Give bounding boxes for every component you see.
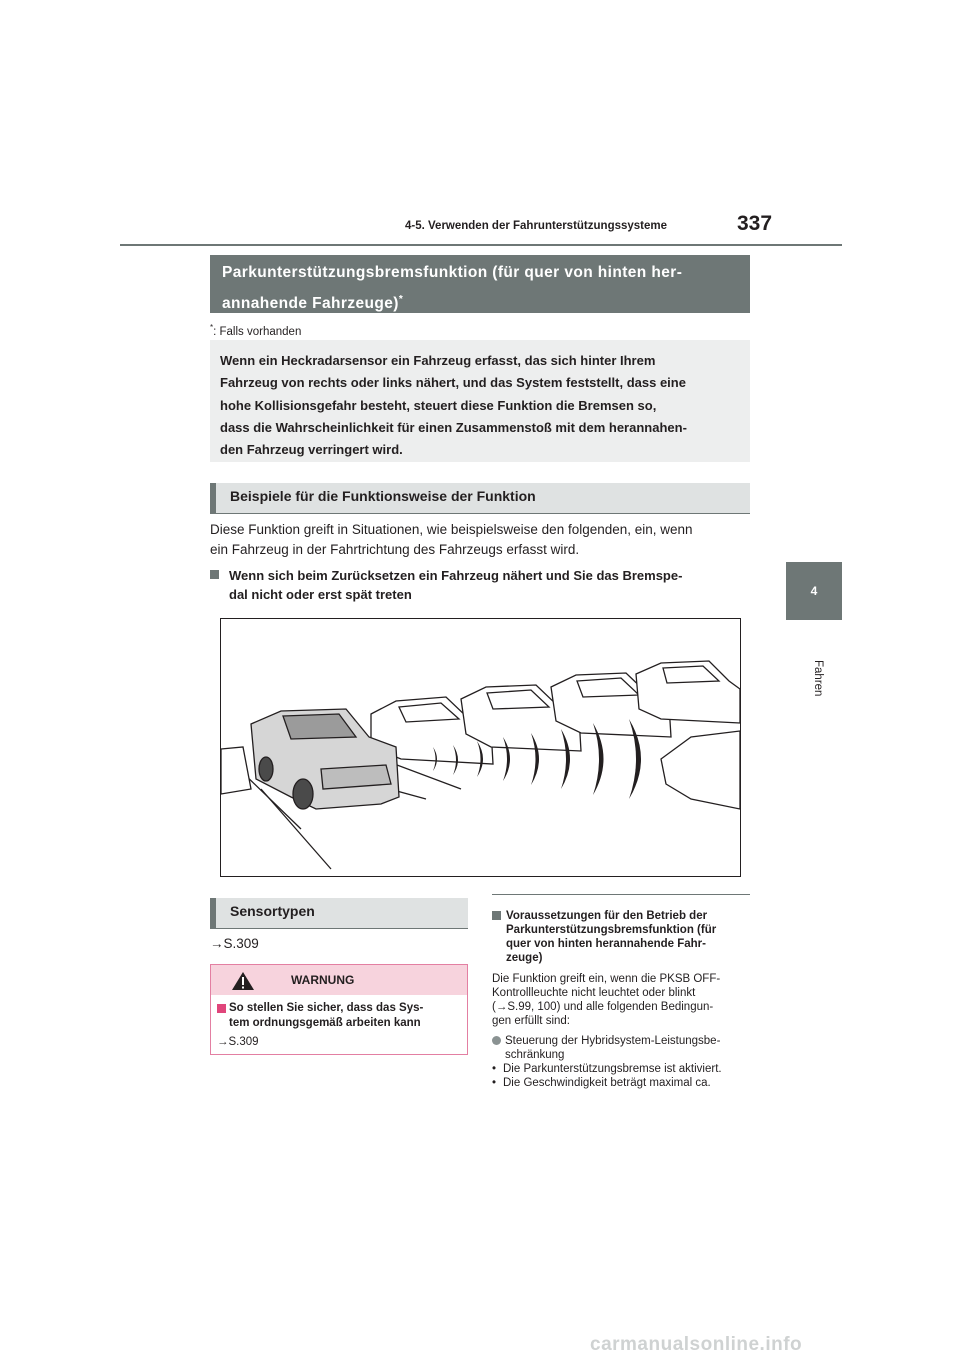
page-title (210, 255, 750, 313)
condition-line-1: Wenn sich beim Zurücksetzen ein Fahrzeug nähert und Sie das Bremspe- (229, 568, 683, 583)
warning-triangle-icon (231, 971, 255, 991)
body-line: Die Funktion greift ein, wenn die PKSB OFF- (492, 973, 721, 985)
warning-reference[interactable]: →S.309 (217, 1036, 259, 1048)
page-number: 337 (737, 212, 773, 235)
square-bullet-icon (217, 1004, 226, 1013)
condition-heading (210, 566, 740, 604)
running-header: 4-5. Verwenden der Fahrunterstützungssysteme (405, 220, 668, 232)
bullet-line: schränkung (505, 1049, 565, 1061)
circle-bullet-icon (492, 1036, 501, 1045)
square-bullet-icon (210, 570, 219, 579)
footnote-text: : Falls vorhanden (213, 325, 302, 338)
page-reference[interactable]: →S.309 (210, 936, 259, 951)
dash-item (492, 1076, 754, 1090)
heading-line: Parkunterstützungsbremsfunktion (für (506, 924, 717, 936)
chapter-tab: 4 (786, 562, 842, 620)
body-line: gen erfüllt sind: (492, 1015, 570, 1027)
bullet-item (492, 1034, 754, 1062)
parked-car-left (221, 747, 251, 794)
watermark: carmanualsonline.info (590, 1334, 803, 1355)
intro-summary-box (210, 340, 750, 462)
warning-label: WARNUNG (291, 973, 355, 987)
illustration-figure (220, 618, 741, 877)
footnote (210, 323, 301, 338)
intro-line: den Fahrzeug verringert wird. (220, 442, 403, 458)
examples-body (210, 520, 755, 560)
bullet-line: Steuerung der Hybridsystem-Leistungsbe- (505, 1035, 721, 1047)
chapter-label: Fahren (812, 660, 824, 697)
dash-item-text: Die Parkunterstützungsbremse ist aktiviert. (503, 1063, 722, 1075)
warning-header (211, 965, 467, 995)
body-line: Diese Funktion greift in Situationen, wie beispielsweise den folgenden, ein, wenn (210, 522, 693, 537)
footnote-marker: * (210, 323, 214, 332)
condition-line-2: dal nicht oder erst spät treten (229, 587, 412, 602)
body-line: ein Fahrzeug in der Fahrtrichtung des Fahrzeugs erfasst wird. (210, 542, 580, 557)
header-divider (120, 244, 842, 246)
dash-item-text: Die Geschwindigkeit beträgt maximal ca. (503, 1077, 711, 1089)
dot-bullet-icon: • (492, 1063, 497, 1075)
warning-item (217, 1001, 457, 1031)
warning-item-line: So stellen Sie sicher, dass das Sys- (229, 1002, 424, 1014)
title-line-2 (222, 286, 750, 317)
intro-line: dass die Wahrscheinlichkeit für einen Zusammenstoß mit dem herannahen- (220, 419, 687, 435)
square-bullet-icon (492, 911, 501, 920)
approaching-car (661, 731, 740, 809)
parking-lot-illustration (221, 619, 740, 875)
warning-box (210, 964, 468, 1055)
dot-bullet-icon: • (492, 1077, 497, 1089)
prerequisites-body (492, 972, 754, 1028)
title-footnote-marker: * (398, 294, 404, 305)
prerequisites-column (492, 894, 754, 1090)
title-line-1: Parkunterstützungsbremsfunktion (für quer von hinten her- (222, 264, 683, 281)
heading-line: Voraussetzungen für den Betrieb der (506, 910, 708, 922)
intro-line: Wenn ein Heckradarsensor ein Fahrzeug erfasst, das sich hinter Ihrem (220, 353, 656, 368)
section-heading-sensor-types: Sensortypen (210, 898, 468, 929)
body-line: Kontrollleuchte nicht leuchtet oder blinkt (492, 987, 696, 999)
body-line: (→S.99, 100) und alle folgenden Bedingun- (492, 1001, 714, 1013)
warning-item-line: tem ordnungsgemäß arbeiten kann (229, 1017, 421, 1029)
dash-item (492, 1062, 754, 1076)
section-heading-examples: Beispiele für die Funktionsweise der Funktion (210, 483, 750, 514)
intro-line: Fahrzeug von rechts oder links nähert, und das System feststellt, dass eine (220, 375, 686, 391)
heading-line: quer von hinten herannahende Fahr- (506, 938, 706, 950)
column-divider (492, 894, 750, 895)
prerequisites-heading (492, 909, 754, 965)
intro-line: hohe Kollisionsgefahr besteht, steuert diese Funktion die Bremsen so, (220, 397, 657, 413)
heading-line: zeuge) (506, 952, 543, 964)
title-line-2-text: annahende Fahrzeuge) (222, 295, 399, 313)
